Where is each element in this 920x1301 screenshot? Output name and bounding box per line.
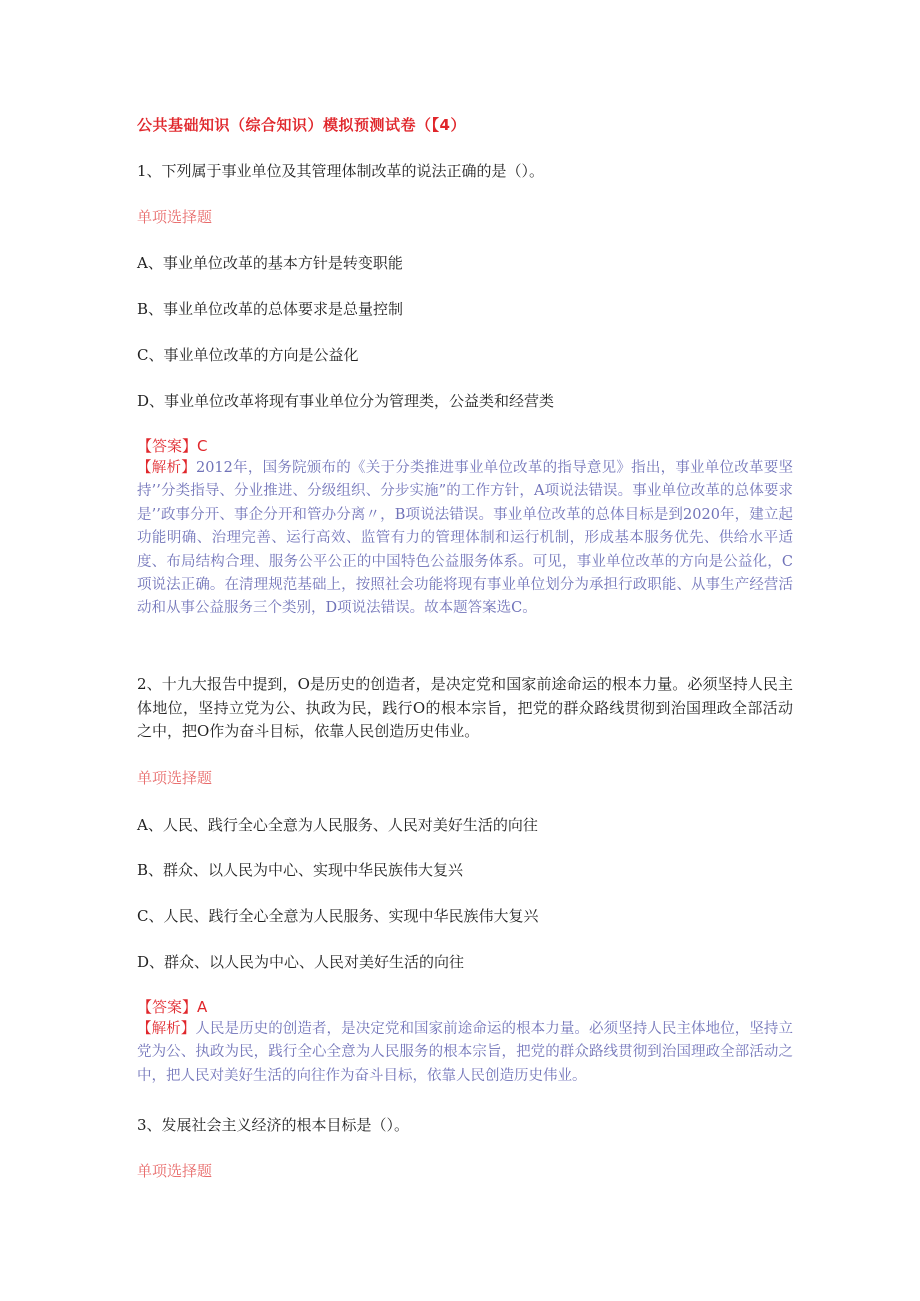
question-2-analysis — [137, 1018, 793, 1088]
analysis-text: 2012年，国务院颁布的《关于分类推进事业单位改革的指导意见》指出，事业单位改革要坚持’’分类指导、分业推进、分级组织、分步实施”的工作方针，A项说法错误。事业单位改革的总体要求是’’政事分开、事企分开和管办分离〃，B项说法错误。事业单位改革的总体目标是到2020年，建立起功能明确、治理完善、运行高效、监管有力的管理体制和运行机制，形成基本服务优先、供给水平适度、布局结构合理、服务公平公正的中国特色公益服务体系。可见，事业单位改革的方向是公益化，C项说法正确。在清理规范基础上，按照社会功能将现有事业单位划分为承担行政职能、从事生产经营活动和从事公益服务三个类别，D项说法错误。故本题答案选C。 — [137, 460, 793, 617]
question-1-answer — [137, 435, 208, 456]
analysis-text: 人民是历史的创造者，是决定党和国家前途命运的根本力量。必须坚持人民主体地位，坚持立党为公、执政为民，践行全心全意为人民服务的根本宗旨，把党的群众路线贯彻到治国理政全部活动之中，把人民对美好生活的向往作为奋斗目标，依靠人民创造历史伟业。 — [137, 1021, 794, 1084]
analysis-label: 【解析】 — [137, 1021, 196, 1037]
question-2-option-a: A、人民、践行全心全意为人民服务、人民对美好生活的向往 — [137, 816, 538, 834]
question-1-analysis — [137, 457, 793, 621]
answer-label: 【答案】 — [137, 998, 198, 1016]
question-3-stem: 3、发展社会主义经济的根本目标是（）。 — [137, 1116, 410, 1134]
question-2-answer — [137, 996, 207, 1017]
question-1-stem: 1、下列属于事业单位及其管理体制改革的说法正确的是（）。 — [137, 162, 545, 180]
question-2-stem: 2、十九大报告中提到，O是历史的创造者，是决定党和国家前途命运的根本力量。必须坚持人民主体地位，坚持立党为公、执政为民，践行O的根本宗旨，把党的群众路线贯彻到治国理政全部活动之中，把O作为奋斗目标，依靠人民创造历史伟业。 — [137, 675, 793, 740]
question-1-option-a: A、事业单位改革的基本方针是转变职能 — [137, 254, 403, 272]
answer-label: 【答案】 — [137, 437, 198, 455]
question-2-option-d: D、群众、以人民为中心、人民对美好生活的向往 — [137, 953, 465, 971]
analysis-label: 【解析】 — [137, 460, 196, 476]
question-2-option-b: B、群众、以人民为中心、实现中华民族伟大复兴 — [137, 861, 464, 879]
question-1-option-c: C、事业单位改革的方向是公益化 — [137, 346, 359, 364]
answer-value: A — [197, 998, 208, 1016]
answer-value: C — [197, 437, 208, 455]
question-3-type: 单项选择题 — [137, 1162, 213, 1180]
question-1-type: 单项选择题 — [137, 208, 213, 226]
question-2-option-c: C、人民、践行全心全意为人民服务、实现中华民族伟大复兴 — [137, 907, 539, 925]
question-1-option-b: B、事业单位改革的总体要求是总量控制 — [137, 300, 404, 318]
question-1-option-d: D、事业单位改革将现有事业单位分为管理类，公益类和经营类 — [137, 392, 555, 410]
document-title: 公共基础知识（综合知识）模拟预测试卷（【4） — [137, 116, 466, 134]
question-2-type: 单项选择题 — [137, 769, 213, 787]
